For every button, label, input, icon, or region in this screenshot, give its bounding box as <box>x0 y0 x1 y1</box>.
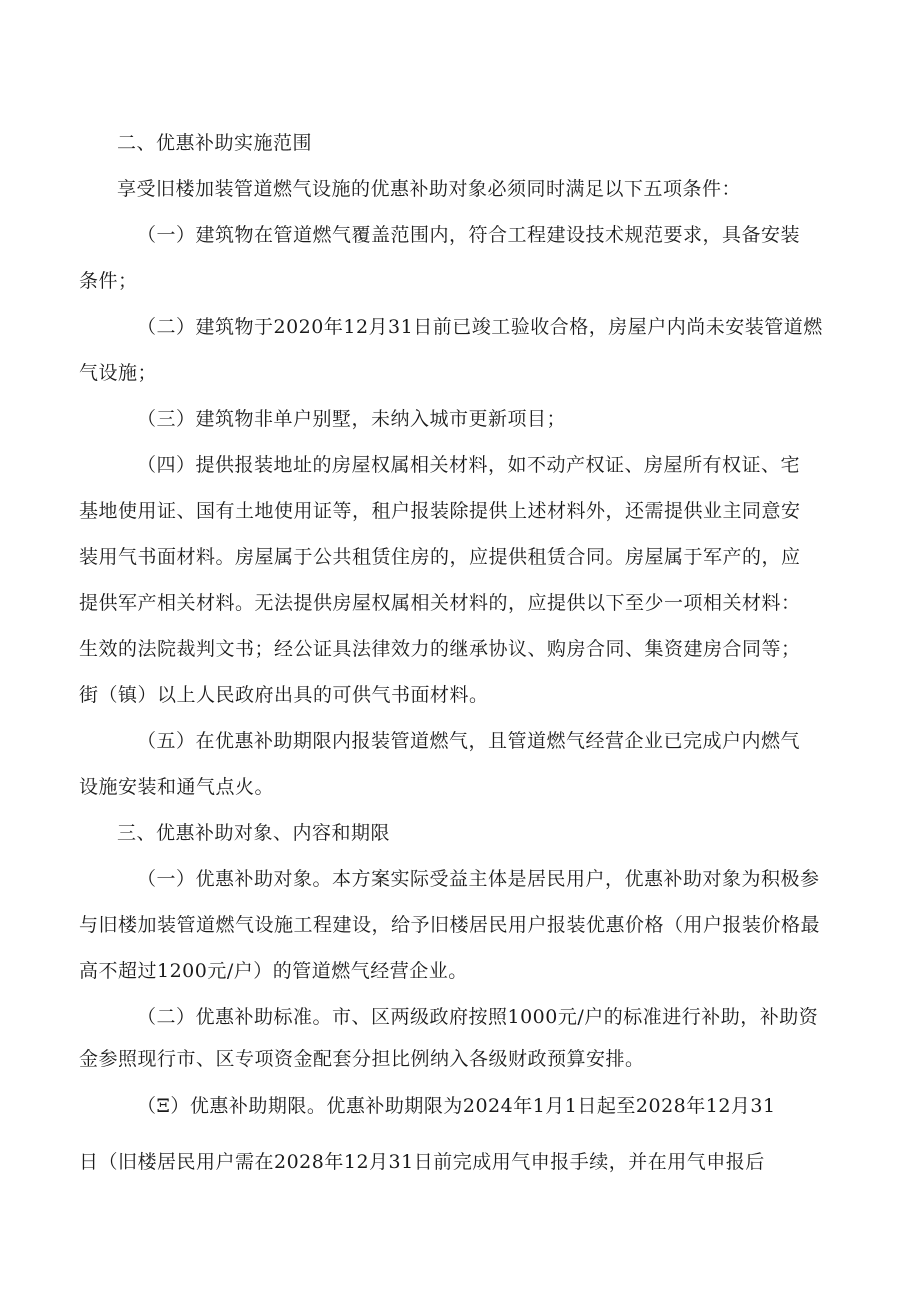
section-3-heading <box>79 810 845 856</box>
section-2-heading <box>79 120 845 166</box>
section-3-item-1 <box>79 856 845 994</box>
condition-3 <box>79 396 845 442</box>
intro-text: 享受旧楼加装管道燃气设施的优惠补助对象必须同时满足以下五项条件： <box>117 178 742 200</box>
condition-4-line-6: 街（镇）以上人民政府出具的可供气书面材料。 <box>79 684 489 706</box>
condition-5-line-1: （五）在优惠补助期限内报装管道燃气，且管道燃气经营企业已完成户内燃气 <box>137 730 801 752</box>
condition-5-line-2: 设施安装和通气点火。 <box>79 776 275 798</box>
item-1-line-3: 高不超过1200元/户）的管道燃气经营企业。 <box>79 960 468 982</box>
condition-4-line-1: （四）提供报装地址的房屋权属相关材料，如不动产权证、房屋所有权证、宅 <box>137 454 801 476</box>
condition-4-line-2: 基地使用证、国有土地使用证等，租户报装除提供上述材料外，还需提供业主同意安 <box>79 500 801 522</box>
section-3-item-2 <box>79 994 845 1078</box>
section-3-item-3 <box>79 1078 845 1190</box>
condition-3-line-1: （三）建筑物非单户别墅，未纳入城市更新项目； <box>137 408 567 430</box>
document-body <box>79 120 845 1190</box>
condition-4-line-5: 生效的法院裁判文书；经公证具法律效力的继承协议、购房合同、集资建房合同等； <box>79 638 801 660</box>
heading-text: 二、优惠补助实施范围 <box>117 132 313 154</box>
condition-4-line-3: 装用气书面材料。房屋属于公共租赁住房的，应提供租赁合同。房屋属于军产的，应 <box>79 546 801 568</box>
item-2-line-1: （二）优惠补助标准。市、区两级政府按照1000元/户的标准进行补助，补助资 <box>137 1006 819 1028</box>
condition-2-line-2: 气设施； <box>79 362 158 384</box>
item-1-line-2: 与旧楼加装管道燃气设施工程建设，给予旧楼居民用户报装优惠价格（用户报装价格最 <box>79 914 821 936</box>
section-2-intro <box>79 166 845 212</box>
condition-1 <box>79 212 845 304</box>
condition-2-line-1: （二）建筑物于2020年12月31日前已竣工验收合格，房屋户内尚未安装管道燃 <box>137 316 823 338</box>
condition-4 <box>79 442 845 718</box>
heading-text: 三、优惠补助对象、内容和期限 <box>117 822 391 844</box>
condition-4-line-4: 提供军产相关材料。无法提供房屋权属相关材料的，应提供以下至少一项相关材料： <box>79 592 801 614</box>
condition-1-line-1: （一）建筑物在管道燃气覆盖范围内，符合工程建设技术规范要求，具备安装 <box>137 224 801 246</box>
item-3-line-1: （Ξ）优惠补助期限。优惠补助期限为2024年1月1日起至2028年12月31 <box>137 1095 776 1117</box>
condition-1-line-2: 条件； <box>79 270 138 292</box>
item-3-line-2: 日（旧楼居民用户需在2028年12月31日前完成用气申报手续，并在用气申报后 <box>79 1151 765 1173</box>
item-1-line-1: （一）优惠补助对象。本方案实际受益主体是居民用户，优惠补助对象为积极参 <box>137 868 820 890</box>
condition-2 <box>79 304 845 396</box>
condition-5 <box>79 718 845 810</box>
item-2-line-2: 金参照现行市、区专项资金配套分担比例纳入各级财政预算安排。 <box>79 1048 645 1070</box>
